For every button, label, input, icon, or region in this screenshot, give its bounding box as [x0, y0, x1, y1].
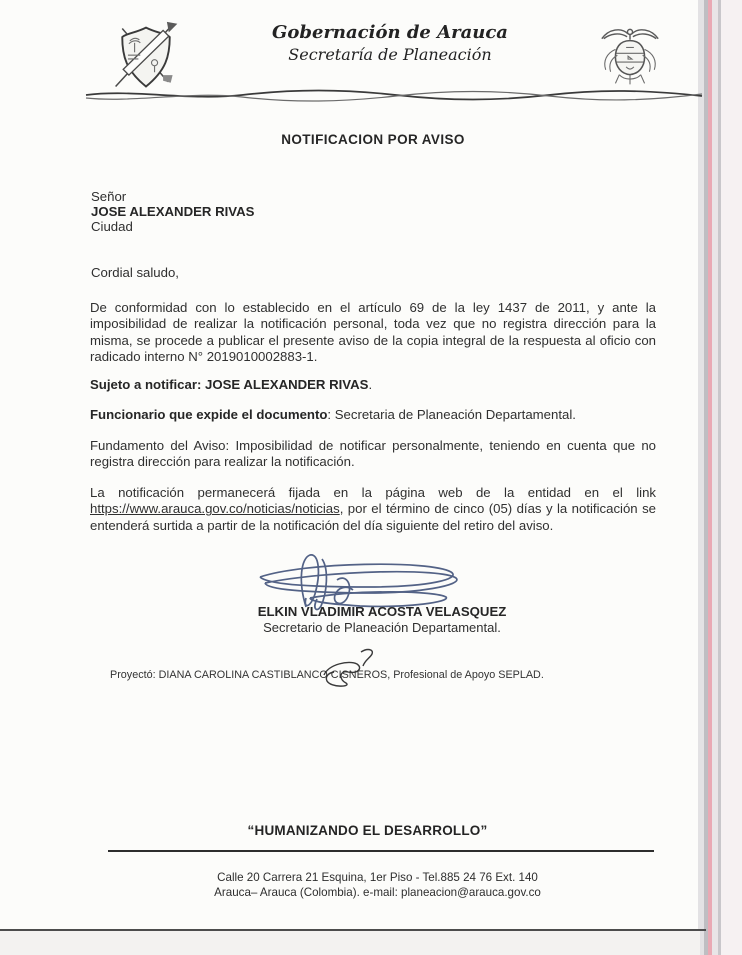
recipient-block: [91, 190, 254, 234]
footer-address-line1: Calle 20 Carrera 21 Esquina, 1er Piso - Tel.885 24 76 Ext. 140: [217, 871, 538, 884]
document-title: NOTIFICACION POR AVISO: [281, 132, 465, 147]
basis-paragraph: Fundamento del Aviso: Imposibilidad de notificar personalmente, teniendo en cuenta que no registra dirección para realizar la notificación.: [90, 438, 656, 470]
footer-slogan: “HUMANIZANDO EL DESARROLLO”: [247, 823, 488, 838]
subject-period: .: [368, 377, 373, 392]
header-divider-rule: [84, 86, 704, 104]
publication-text-pre: La notificación permanecerá fijada en la página web de la entidad en el link: [90, 485, 656, 500]
footer-address-line2: Arauca– Arauca (Colombia). e-mail: planeacion@arauca.gov.co: [214, 886, 541, 899]
organization-name: Gobernación de Arauca: [272, 22, 508, 43]
notice-url-link: https://www.arauca.gov.co/noticias/noticias: [90, 501, 340, 517]
recipient-name: JOSE ALEXANDER RIVAS: [91, 203, 255, 219]
arauca-coat-of-arms-icon: [108, 20, 184, 96]
signatory-block: [232, 604, 532, 636]
letterhead: [240, 22, 540, 65]
scan-bottom-edge-area: [0, 931, 700, 955]
department-name: Secretaría de Planeación: [288, 45, 492, 64]
footnote-initials-scribble: [318, 643, 380, 691]
greeting-line: Cordial saludo,: [91, 265, 179, 280]
scan-edge-strip: [721, 0, 742, 955]
signatory-role: Secretario de Planeación Departamental.: [263, 620, 501, 635]
subject-line: [90, 377, 656, 393]
intro-paragraph: De conformidad con lo establecido en el artículo 69 de la ley 1437 de 2011, y ante la imposibilidad de realizar la notificación personal, toda vez que no registra dirección para la misma, se procede a publicar el presente aviso de la copia integral de la respuesta al oficio con radicado interno N° 2019010002883-1.: [90, 300, 656, 365]
official-label: Funcionario que expide el documento: [90, 407, 328, 422]
footnote-text: Proyectó: DIANA CAROLINA CASTIBLANCO CISNEROS, Profesional de Apoyo SEPLAD.: [110, 669, 544, 681]
subject-label: Sujeto a notificar: JOSE ALEXANDER RIVAS: [90, 377, 369, 392]
recipient-salutation: Señor: [91, 189, 127, 204]
recipient-city: Ciudad: [91, 218, 133, 234]
footer-divider-line: [108, 850, 654, 852]
official-value: : Secretaria de Planeación Departamental.: [327, 407, 576, 422]
publication-text-post: , por el término de cinco (05) días y la notificación se entenderá surtida a partir de la notificación del día siguiente del retiro del aviso.: [90, 501, 656, 533]
publication-paragraph: [90, 485, 656, 534]
official-line: [90, 407, 656, 423]
signatory-name: ELKIN VLADIMIR ACOSTA VELASQUEZ: [257, 604, 507, 619]
